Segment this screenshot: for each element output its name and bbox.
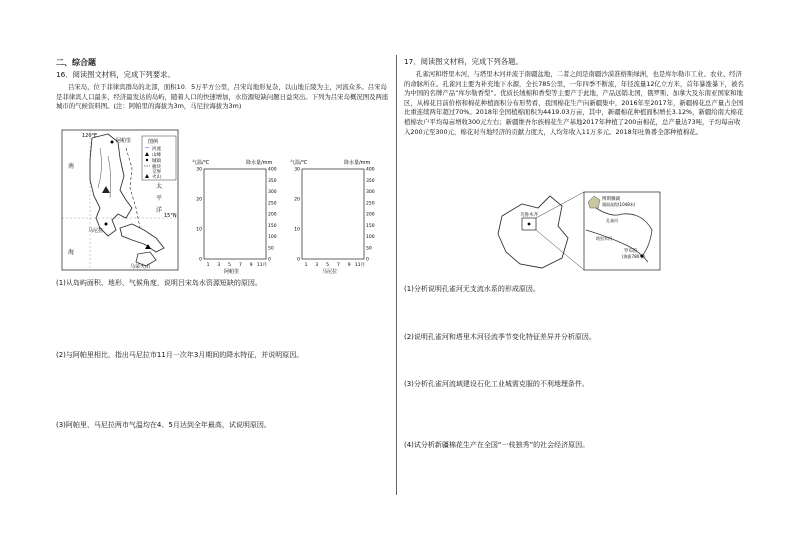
manila-dot: [105, 223, 108, 226]
longitude-label: 120°E: [82, 133, 98, 139]
ocean-label-yang: 洋: [156, 207, 163, 214]
tarim-river-label: 塔里木河: [596, 236, 612, 241]
chart2-left-tick: 0: [297, 257, 300, 263]
chart1-plot-frame: [204, 169, 266, 259]
city-manila: 马尼拉: [88, 228, 104, 234]
ocean-label-tai: 太: [156, 183, 163, 190]
chart1-right-tick: 250: [268, 201, 277, 207]
legend-item: 河流: [152, 147, 161, 152]
chart1-month-label: 9: [249, 263, 253, 268]
q17-sub4: (4)试分析新疆棉花生产在全国“一枝独秀”的社会经济原因。: [404, 441, 590, 449]
city-urumqi: 乌鲁木齐: [520, 213, 538, 218]
chart2-right-tick: 200: [366, 212, 375, 218]
urumqi-dot: [528, 223, 531, 226]
legend-town-icon: [146, 159, 148, 161]
chart2-right-tick: 400: [366, 167, 375, 173]
chart2-month-label: 9: [347, 263, 351, 268]
q16-sub3: (3)阿帕里、马尼拉两市气温均在4、5月达到全年最高，试说明原因。: [56, 421, 271, 429]
chart2-left-axis-title: 气温/℃: [290, 160, 308, 166]
chart1-month-label: 7: [238, 263, 242, 268]
chart2-right-tick: 0: [366, 257, 369, 263]
chart2-right-tick: 250: [366, 201, 375, 207]
chart1-right-tick: 300: [268, 190, 277, 195]
q16-title: 16．阅读图文材料，完成下列要求。: [56, 70, 175, 79]
chart2-month-label: 5: [326, 263, 330, 268]
q17-passage: 孔雀河和塔里木河，与塔里木河并流于南疆盆地，二者之间是南疆沙漠准格斯绿洲，也是库尔勒市工业、农业、经济的命脉所在。孔雀河主要为补充地下水源，全长785公里，一年四季不断流，年径流量12亿立方米，首年暴涨暴下，被名为中国的名牌产品“库尔勒香梨”。优质长绒棉和香梨等主要产于此地，产品远销北国，俄罗斯、加拿大及东南亚国家和地区，从棉花目前价格和棉花种植面积分布形势看，我国棉花生产向新疆集中，2016年至2017年，新疆棉花总产量占全国比重连续两年超过70%。2018年全国植棉面积为4419.03万亩，其中，新疆棉花种植面积增长3.12%，新疆给南大棉花植棉农户平均每亩增收300元左右；新疆维吾尔族棉花生产基地2017年种植了200亩棉花，总产量达73吨，子均每亩收入200元至300元，棉花对当地经济的贡献力度大，人均年收入11万多元。2018年吐鲁番全部种植棉花。: [404, 70, 744, 136]
chart1-right-tick: 350: [268, 178, 277, 184]
callout-line: [536, 230, 584, 270]
legend-item: 板块: [152, 165, 161, 170]
chart2-right-tick: 300: [366, 190, 375, 195]
city-aparri: 阿帕里: [116, 138, 132, 144]
chart1-month-label: 3: [217, 263, 221, 268]
q17-title: 17．阅读图文材料，完成下列各题。: [404, 57, 523, 66]
column-divider: [396, 55, 397, 495]
chart2-plot-frame: [302, 169, 364, 259]
lake-elevation: 湖面高程(1048米): [602, 202, 636, 207]
chart2-left-tick: 20: [294, 197, 300, 203]
aparri-dot: [111, 141, 114, 144]
xinjiang-outline: [498, 196, 568, 268]
chart2-right-tick: 100: [366, 235, 375, 240]
chart1-plot: [196, 167, 276, 269]
sea-label-hai: 海: [68, 249, 75, 256]
lake-label: 博斯腾湖: [602, 197, 620, 202]
chart1-city: 阿帕里: [224, 269, 240, 275]
chart1-right-tick: 50: [268, 246, 274, 252]
chart2-city: 马尼拉: [322, 269, 338, 275]
climate-chart-aparri: [190, 157, 288, 275]
section-heading: 二、综合题: [56, 58, 96, 67]
chart1-right-tick: 150: [268, 223, 277, 229]
chart2-month-label: 11月: [354, 263, 366, 268]
q17-sub3: (3)分析孔雀河流域建设石化工业城需克服的不利地理条件。: [404, 380, 589, 388]
luobupo-elevation: (海拔780米): [622, 254, 645, 259]
chart2-month-label: 1: [304, 263, 308, 268]
chart1-month-label: 1: [206, 263, 210, 268]
chart2-right-tick: 150: [366, 223, 375, 229]
q16-sub2: (2)与阿帕里相比，指出马尼拉市11月一次年3月期间的降水特征，并说明原因。: [56, 351, 304, 359]
chart1-right-tick: 100: [268, 235, 277, 240]
legend-item: 山峰: [152, 153, 161, 158]
chart2-left-tick: 10: [294, 227, 300, 233]
chart1-left-tick: 20: [196, 197, 202, 203]
peak-icon: [102, 186, 110, 193]
chart2-left-tick: 30: [294, 167, 300, 173]
chart1-right-tick: 400: [268, 167, 277, 173]
xinjiang-map: [492, 186, 662, 276]
chart1-right-axis-title: 降水量/mm: [246, 160, 273, 166]
ocean-label-ping: 平: [156, 195, 163, 202]
chart1-left-tick: 0: [199, 257, 202, 263]
legend-item: 交界: [152, 170, 161, 175]
chart2-right-tick: 50: [366, 246, 372, 252]
volcano-label: 马荣火山: [130, 264, 151, 270]
chart1-left-tick: 10: [196, 227, 202, 233]
plate-boundary: [126, 148, 140, 228]
sea-label-south: 南: [68, 163, 75, 170]
chart1-month-label: 11月: [256, 263, 268, 268]
chart2-plot: [294, 167, 374, 269]
q17-sub2: (2)说明孔雀河和塔里木河径流季节变化特征差异并分析原因。: [404, 333, 596, 341]
bicol-peninsula: [120, 224, 164, 252]
chart1-left-axis-title: 气温/℃: [192, 160, 210, 166]
luobupo-label: 罗布泊: [624, 249, 638, 254]
luzon-island: [90, 134, 132, 236]
climate-chart-manila: [288, 157, 386, 275]
chart2-right-axis-title: 降水量/mm: [344, 160, 371, 166]
q16-sub1: (1)从岛屿面积、地形、气候角度，说明吕宋岛水资源短缺的原因。: [56, 279, 262, 287]
latitude-label: 15°N: [164, 213, 177, 219]
chart2-month-label: 3: [315, 263, 319, 268]
chart1-right-tick: 0: [268, 257, 271, 263]
chart2-month-label: 7: [336, 263, 340, 268]
legend-item: 火山: [152, 175, 161, 180]
legend-item: 城镇: [152, 159, 161, 164]
legend-title: 图例: [148, 139, 159, 145]
chart2-right-tick: 350: [366, 178, 375, 184]
q16-passage: 吕宋岛，位于菲律宾群岛的北部，面积10．5万平方公里，吕宋岛地形复杂，以山地丘陵为主，河流众多。吕宋岛是菲律宾人口最多、经济最发达的岛屿，随着人口的快速增加，水资源短缺问题日益突出。下列为吕宋岛概况图及两座城市的气候资料图。(注：阿帕里的海拔为3m，马尼拉海拔为3m): [56, 83, 389, 111]
kongque-river-label: 孔雀河: [606, 218, 618, 223]
chart1-left-tick: 30: [196, 167, 202, 173]
luzon-map: [60, 128, 180, 273]
chart1-right-tick: 200: [268, 212, 277, 218]
q17-sub1: (1)分析说明孔雀河无支流水系的形成原因。: [404, 285, 540, 293]
chart1-month-label: 5: [228, 263, 232, 268]
